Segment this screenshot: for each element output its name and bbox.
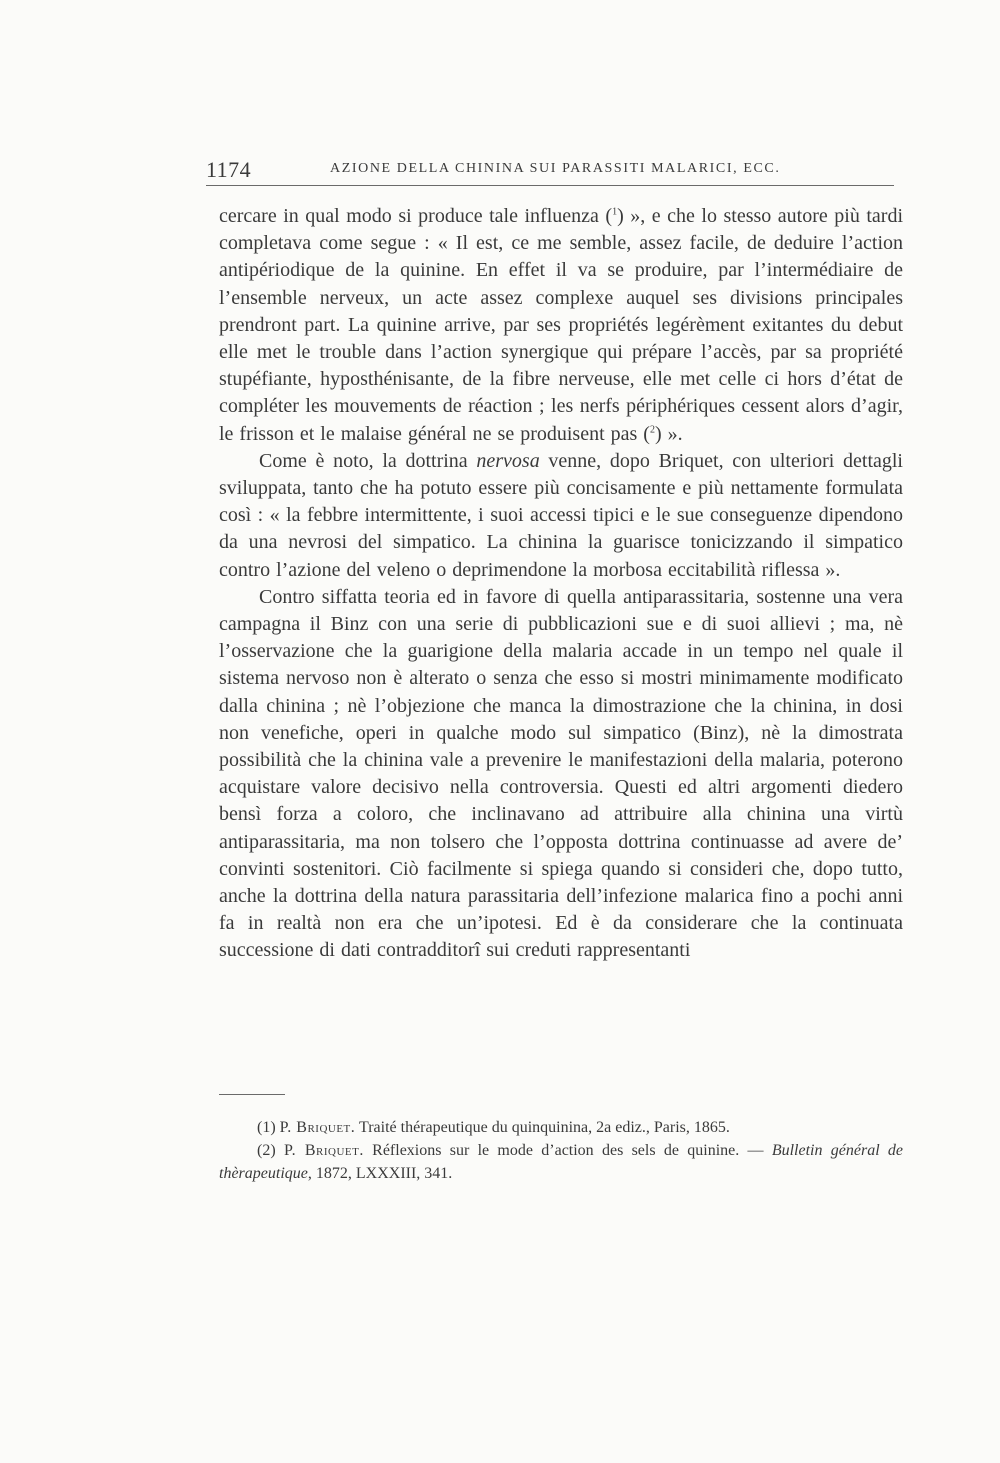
paragraph-2 [219, 448, 903, 584]
footnote-1-mark: (1) [257, 1119, 276, 1136]
footnote-1 [219, 1116, 903, 1139]
footnote-2-tail: , 1872, LXXXIII, 341. [307, 1165, 453, 1182]
paragraph-1-text-a: cercare in qual modo si produce tale influenza ( [219, 205, 613, 227]
header-rule [206, 185, 894, 186]
footnote-2-journal: Bulletin général de thèrapeutique [219, 1142, 904, 1182]
paragraph-1-text-c: ) ». [654, 422, 683, 445]
paragraph-2-text-a: Come è noto, la dottrina [259, 449, 477, 472]
paragraph-1 [219, 203, 903, 448]
footnote-2 [219, 1139, 903, 1185]
footnote-2-mark: (2) [257, 1142, 276, 1159]
main-text [219, 203, 903, 965]
footnotes [219, 1116, 903, 1185]
footnote-2-text: Réflexions sur le mode d’action des sels de quinine. — [363, 1142, 772, 1159]
footnote-rule [219, 1094, 285, 1095]
paragraph-2-italic: nervosa [476, 449, 540, 472]
paragraph-3: Contro siffatta teoria ed in favore di quella antiparassitaria, sostenne una vera campagna il Binz con una serie di pubblicazioni sue e di suoi allievi ; ma, nè l’osservazione che la guarigione della malaria accade in un tempo nel quale il sistema nervoso non è alterato o senza che esso si mostri minimamente modificato dalla chinina ; nè l’objezione che manca la dimostrazione che la chinina, in dosi non venefiche, operi in qualche modo sul simpatico (Binz), nè la dimostrata possibilità che la chinina vale a prevenire le manifestazioni della malaria, poterono acquistare valore decisivo nella controversia. Questi ed altri argomenti diedero bensì forza a coloro, che inclinavano ad attribuire alla chinina una virtù antiparassitaria, ma non tolsero che l’opposta dottrina continuasse ad avere de’ convinti sostenitori. Ciò facilmente si spiega quando si consideri che, dopo tutto, anche la dottrina della natura parassitaria dell’infezione malarica fino a pochi anni fa in realtà non era che un’ipotesi. Ed è da considerare che la continuata successione di dati contradditorî sui creduti rappresentanti [219, 585, 903, 962]
footnote-ref-2: 2 [649, 423, 655, 435]
footnote-ref-1: 1 [612, 206, 618, 218]
footnote-1-author: P. Briquet. [279, 1119, 356, 1136]
footnote-1-text: Traité thérapeutique du quinquinina, 2a ediz., Paris, 1865. [355, 1119, 730, 1136]
paragraph-1-text-b: ) », e che lo stesso autore più tardi completava come segue : « Il est, ce me semble, assez facile, de deduire l’action antipériodique de la quinine. En effet il va se produire, par l’intermédiaire de l’ensemble nerveux, un acte assez complexe auquel ses divisions principales prendront part. La quinine arrive, par ses propriétés legérèment exitantes du debut elle met le trouble dans l’action synergique qui prépare l’accès, par sa propriété stupéfiante, hyposthénisante, de la fibre nerveuse, elle met celle ci hors d’état de compléter les mouvements de réaction ; les nerfs périphériques cessent alors d’agir, le frisson et le malaise général ne se produisent pas ( [219, 205, 903, 445]
page-number: 1174 [206, 157, 252, 182]
paragraph-2-text-b: venne, dopo Briquet, con ulteriori dettagli sviluppata, tanto che ha potuto essere più concisamente e più nettamente formulata così : « la febbre intermittente, i suoi accessi tipici e le sue conseguenze dipendono da una nevrosi del simpatico. La chinina la guarisce tonicizzando il simpatico contro l’azione del veleno o deprimendone la morbosa eccitabilità riflessa ». [219, 449, 903, 581]
running-title: AZIONE DELLA CHININA SUI PARASSITI MALARICI, ECC. [330, 161, 781, 176]
page-header [206, 157, 894, 185]
footnote-2-author: P. Briquet. [283, 1142, 364, 1159]
